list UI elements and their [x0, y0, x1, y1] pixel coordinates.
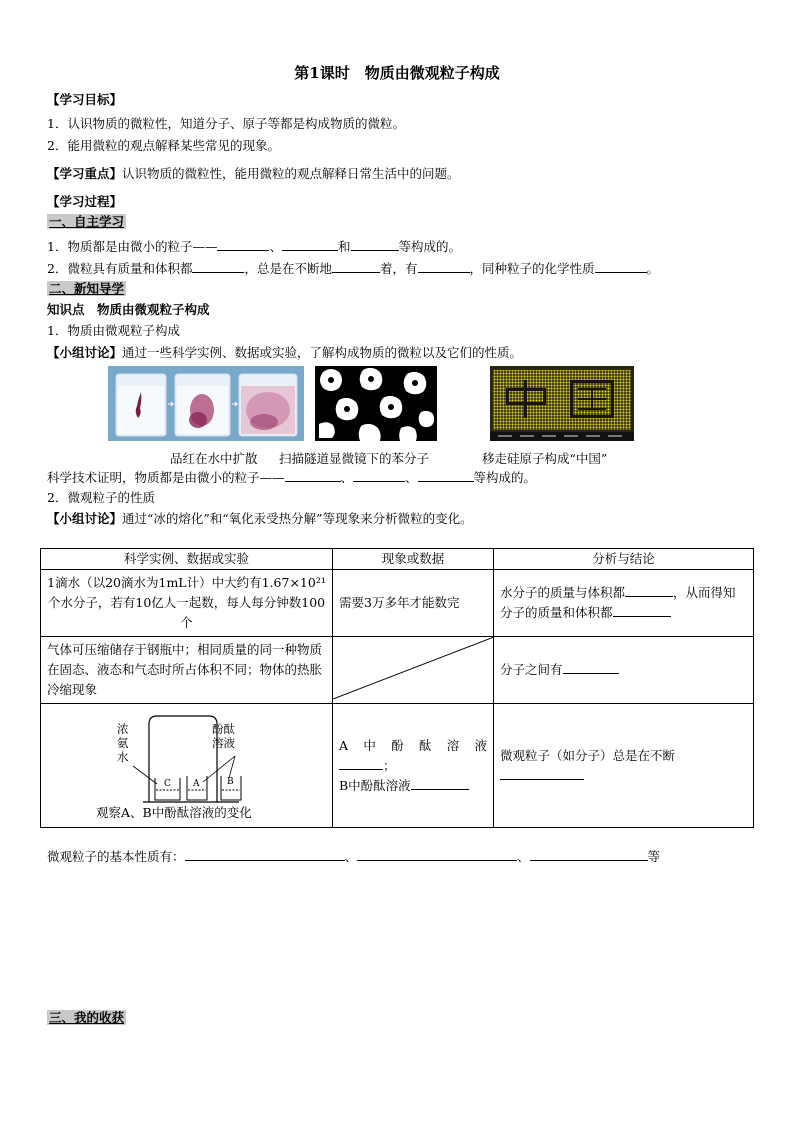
- section1-heading: [47, 214, 126, 230]
- row1-phenomenon: 需要3万多年才能数完: [333, 570, 494, 637]
- table-row: [41, 570, 754, 637]
- row3-phen-a-blank-line: [339, 756, 487, 776]
- page-title: 第1课时 物质由微观粒子构成: [294, 64, 500, 82]
- basic-props-blank-3[interactable]: [530, 848, 648, 861]
- q2-blank-4[interactable]: [595, 260, 647, 273]
- proof-blank-2[interactable]: [353, 469, 405, 482]
- row1-blank-1[interactable]: [625, 584, 673, 597]
- caption-dye-diffusion: 品红在水中扩散: [170, 451, 258, 466]
- q2-text-c: 着，有: [379, 261, 418, 276]
- label-phenolphthalein: 酚酞溶液: [212, 722, 235, 750]
- label-beaker-a: A: [193, 779, 200, 789]
- row3-phen-a-line: [339, 736, 487, 756]
- label-beaker-b: B: [227, 777, 234, 787]
- row3-phen-b-line: [339, 776, 487, 796]
- key-point-label: 【学习重点】: [47, 166, 123, 181]
- q1-blank-2[interactable]: [282, 238, 338, 251]
- goal-item-2: 2．能用微粒的观点解释某些常见的现象。: [47, 138, 280, 153]
- row2-phenomenon-empty: [333, 637, 494, 704]
- proof-sentence: [47, 469, 536, 486]
- diagonal-line: [333, 637, 494, 699]
- goal-item-1: 1．认识物质的微粒性，知道分子、原子等都是构成物质的微粒。: [47, 116, 405, 131]
- benzene-stm-image: [315, 366, 437, 441]
- row3-phenomenon: [333, 704, 494, 828]
- discussion-1-text: 通过一些科学实例、数据或实验，了解构成物质的微粒以及它们的性质。: [122, 345, 523, 360]
- q2-text-e: 。: [646, 261, 660, 276]
- discussion-2-label: 【小组讨论】: [47, 511, 123, 526]
- basic-props-blank-2[interactable]: [357, 848, 517, 861]
- q2-text-b: ，总是在不断地: [244, 261, 332, 276]
- question-1: [47, 238, 461, 255]
- row1-blank-2[interactable]: [613, 604, 671, 617]
- row3-blank-conclusion[interactable]: [500, 767, 584, 780]
- section3-heading-text: 三、我的收获: [49, 1010, 125, 1025]
- caption-silicon-china: 移走硅原子构成“中国”: [482, 451, 608, 466]
- q2-blank-3[interactable]: [418, 260, 470, 273]
- caption-benzene: 扫描隧道显微镜下的苯分子: [279, 451, 430, 466]
- basic-props-text-c: 、: [517, 849, 530, 864]
- process-header: 【学习过程】: [47, 194, 123, 209]
- row1-example: 1滴水（以20滴水为1mL计）中大约有1.67×10²¹个水分子，若有10亿人一起数，每人每分钟数100个: [41, 570, 333, 637]
- row3-phen-a: A中酚酞溶液: [339, 737, 487, 753]
- proof-text-a: 科学技术证明，物质都是由微小的粒子——: [47, 470, 285, 485]
- row3-phen-a-end: ；: [383, 757, 396, 773]
- q1-text-b: 、: [269, 239, 282, 254]
- key-point: [47, 166, 460, 182]
- subheading-2: 2．微观粒子的性质: [47, 490, 155, 505]
- table-header-phenomena: 现象或数据: [333, 549, 494, 570]
- discussion-1-label: 【小组讨论】: [47, 345, 123, 360]
- row2-example: 气体可压缩储存于钢瓶中；相同质量的同一种物质在固态、液态和气态时所占体积不同；物体的热胀冷缩现象: [41, 637, 333, 704]
- knowledge-point-title: 知识点 物质由微观粒子构成: [47, 302, 210, 317]
- section2-heading-text: 二、新知导学: [49, 281, 125, 296]
- basic-properties: [47, 848, 660, 865]
- row1-conclusion: [494, 570, 754, 637]
- row3-conclusion: [494, 704, 754, 828]
- label-beaker-c: C: [164, 779, 171, 789]
- q2-blank-2[interactable]: [332, 260, 380, 273]
- diagram-caption: 观察A、B中酚酞溶液的变化: [96, 805, 252, 820]
- section1-heading-text: 一、自主学习: [49, 214, 125, 229]
- basic-props-text-d: 等: [647, 849, 661, 864]
- silicon-atoms-image: [490, 366, 634, 441]
- label-ammonia: 浓氨水: [117, 722, 129, 764]
- row3-blank-b[interactable]: [411, 777, 469, 790]
- ammonia-experiment-diagram: [47, 706, 325, 804]
- q1-blank-1[interactable]: [217, 238, 269, 251]
- section2-heading: [47, 281, 126, 297]
- row2-conclusion-text: 分子之间有: [500, 662, 563, 677]
- row1-conclusion-text-a: 水分子的质量与体积都: [500, 585, 626, 600]
- basic-props-text-a: 微观粒子的基本性质有：: [47, 849, 185, 864]
- question-2: [47, 260, 659, 277]
- table-header-examples: 科学实例、数据或实验: [41, 549, 333, 570]
- q1-text-d: 等构成的。: [398, 239, 462, 254]
- basic-props-text-b: 、: [344, 849, 358, 864]
- proof-text-d: 等构成的。: [473, 470, 537, 485]
- subheading-1: 1．物质由微观粒子构成: [47, 323, 180, 338]
- dye-diffusion-image: [108, 366, 304, 441]
- proof-text-c: 、: [405, 470, 418, 485]
- discussion-2: [47, 511, 473, 527]
- basic-props-blank-1[interactable]: [185, 848, 345, 861]
- properties-table: [40, 548, 754, 828]
- table-header-conclusions: 分析与结论: [494, 549, 754, 570]
- proof-text-b: 、: [340, 470, 354, 485]
- row1-conclusion-text-b: ，从而得知分子的质量和体积都: [500, 585, 736, 620]
- section3-heading: [47, 1010, 126, 1026]
- proof-blank-3[interactable]: [418, 469, 474, 482]
- q1-text-c: 和: [337, 239, 351, 254]
- table-row: [41, 637, 754, 704]
- row2-conclusion: [494, 637, 754, 704]
- goals-header: 【学习目标】: [47, 92, 123, 107]
- q1-text-a: 1．物质都是由微小的粒子——: [47, 239, 218, 254]
- proof-blank-1[interactable]: [285, 469, 341, 482]
- row3-phen-b: B中酚酞溶液: [339, 777, 411, 793]
- discussion-2-text: 通过“冰的熔化”和“氧化汞受热分解”等现象来分析微粒的变化。: [122, 511, 473, 526]
- q2-text-a: 2．微粒具有质量和体积都: [47, 261, 193, 276]
- key-point-text: 认识物质的微粒性，能用微粒的观点解释日常生活中的问题。: [122, 166, 460, 181]
- row2-blank[interactable]: [563, 661, 619, 674]
- row3-conclusion-text: 微观粒子（如分子）总是在不断: [500, 747, 676, 763]
- row3-blank-a[interactable]: [339, 757, 383, 770]
- q1-blank-3[interactable]: [351, 238, 399, 251]
- q2-blank-1[interactable]: [192, 260, 244, 273]
- table-header-row: [41, 549, 754, 570]
- discussion-1: [47, 345, 522, 361]
- q2-text-d: ，同种粒子的化学性质: [469, 261, 595, 276]
